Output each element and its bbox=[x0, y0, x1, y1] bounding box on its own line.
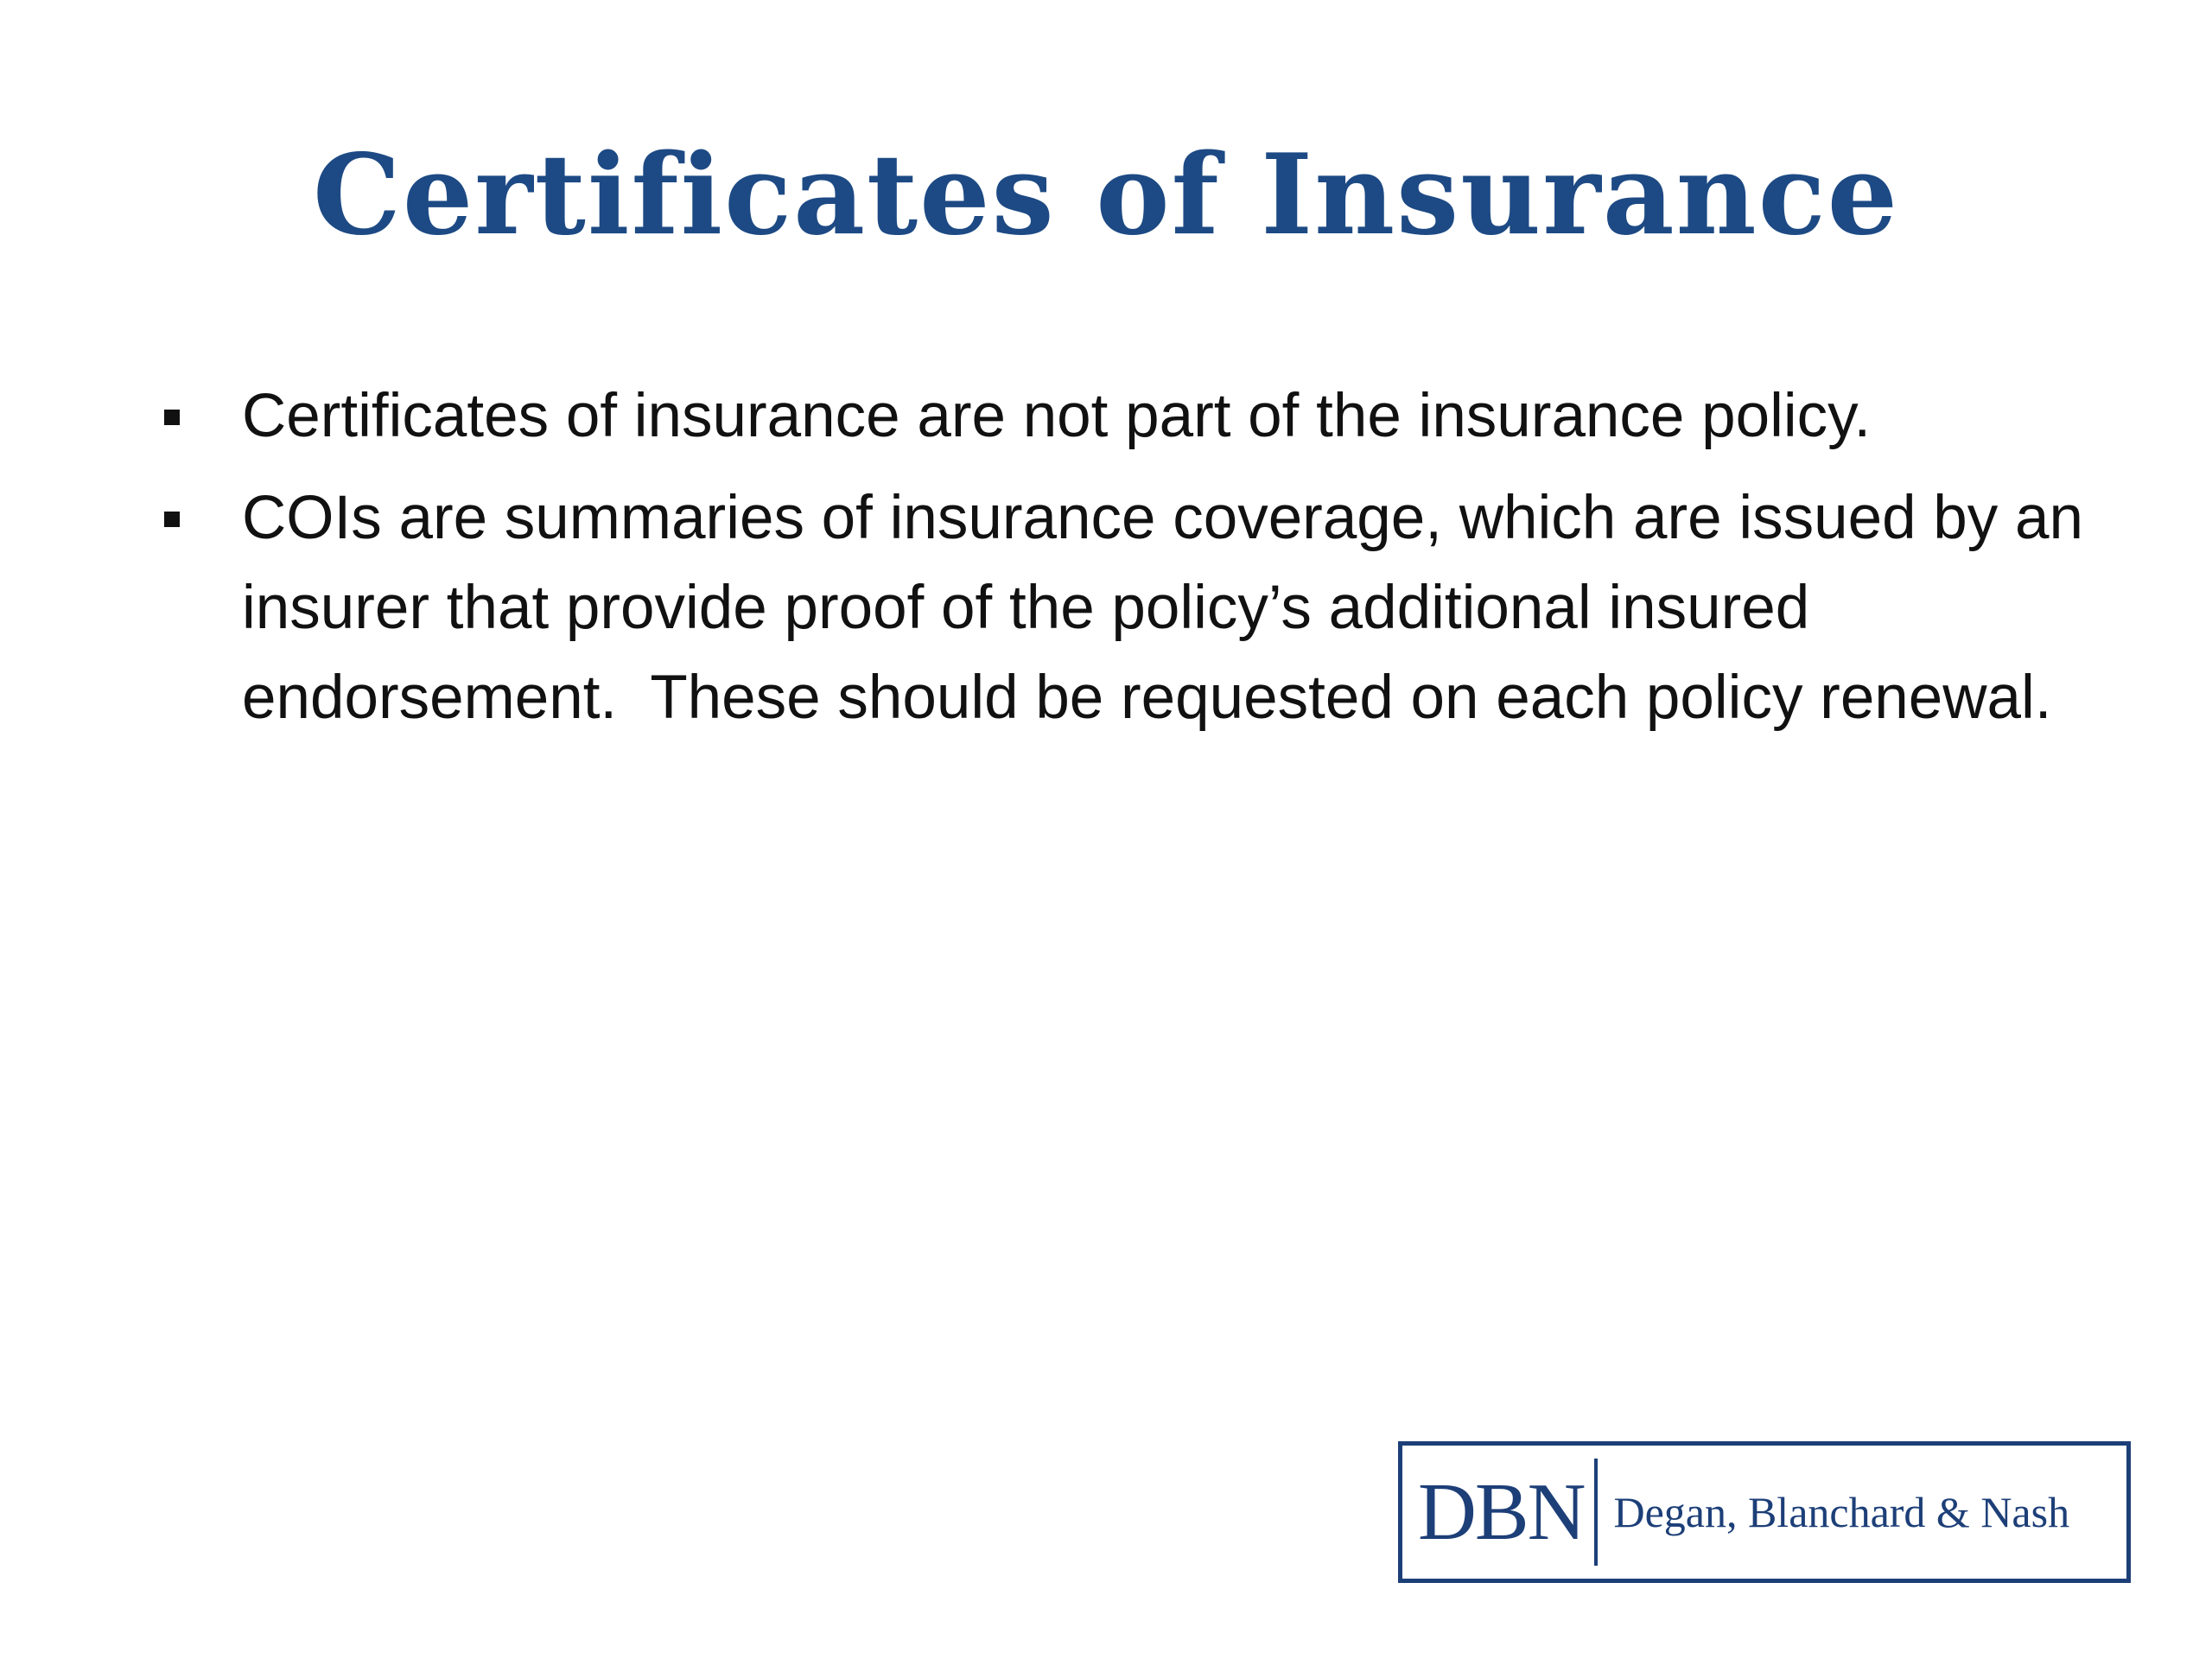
logo-mark: DBN bbox=[1418, 1467, 1585, 1557]
bullet-item bbox=[156, 474, 2101, 743]
bullet-list bbox=[156, 372, 2101, 755]
company-logo bbox=[1398, 1441, 2131, 1583]
square-bullet-icon bbox=[164, 512, 180, 527]
square-bullet-icon bbox=[164, 410, 180, 425]
bullet-text: Certificates of insurance are not part of the insurance policy. bbox=[242, 382, 1872, 450]
bullet-item bbox=[156, 372, 2091, 461]
slide-title: Certificates of Insurance bbox=[312, 130, 1900, 260]
bullet-text: COIs are summaries of insurance coverage, which are issued by an insurer that provide proof of the policy’s additional insured endorsement. These should be requested on each policy renewal. bbox=[242, 484, 2101, 732]
logo-company-name: Degan, Blanchard & Nash bbox=[1613, 1488, 2070, 1536]
